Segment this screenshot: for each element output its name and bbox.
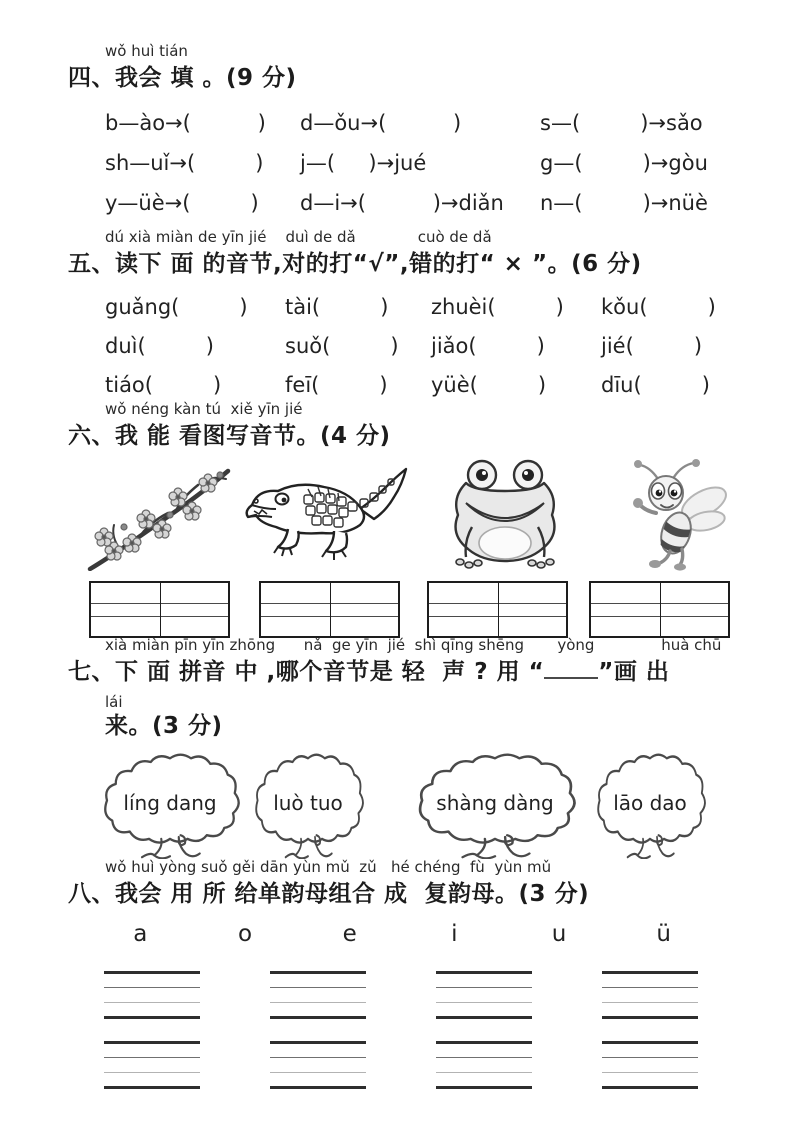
judge-item: guǎng( ) [105, 294, 248, 319]
fill-blank-item: s—( )→sǎo [540, 111, 703, 135]
section-seven-title [68, 657, 768, 687]
answer-grid-row [89, 581, 768, 638]
judge-item: zhuèi( ) [431, 294, 564, 319]
fill-blank-item: y—üè→( ) [105, 191, 259, 215]
four-line-stave [104, 971, 200, 1019]
tree-shape [252, 751, 364, 859]
four-line-stave [270, 1041, 366, 1089]
section-seven-pinyin: xià miàn pīn yīn zhōng nǎ ge yīn jié shì qīng shēng yòng huà chū [105, 636, 722, 654]
judge-item: jié( ) [601, 333, 703, 358]
vowel-letter: e [342, 921, 357, 947]
pinyin-writing-grid [427, 581, 568, 638]
section-eight-pinyin: wǒ huì yòng suǒ gěi dān yùn mǔ zǔ hé chéng fù yùn mǔ [105, 858, 552, 876]
section-seven [68, 636, 768, 859]
title-text: 七、下 面 拼音 中 ,哪个音节是 轻 声 ? 用 “ [68, 659, 545, 685]
four-line-stave [104, 1041, 200, 1089]
exercise-row [105, 103, 768, 143]
vowel-letter: i [451, 921, 458, 947]
plum-blossom-image [84, 457, 236, 575]
section-five-exercises [105, 287, 768, 404]
section-six [68, 400, 768, 638]
section-five [68, 228, 768, 404]
tree-shape [414, 751, 576, 859]
judge-item: feī( ) [285, 372, 388, 397]
fill-blank-item: d—ǒu→( ) [300, 111, 462, 135]
exercise-row [105, 326, 768, 365]
section-four-exercises [105, 103, 768, 223]
tree-word: shàng dàng [436, 791, 554, 815]
vowel-row [88, 921, 716, 947]
pinyin-writing-grid [589, 581, 730, 638]
picture-row [84, 459, 768, 575]
tree-shape [100, 751, 240, 859]
fill-blank-item: sh—uǐ→( ) [105, 151, 264, 175]
section-six-pinyin: wǒ néng kàn tú xiě yīn jié [105, 400, 303, 418]
four-line-stave [602, 971, 698, 1019]
vowel-letter: a [133, 921, 148, 947]
judge-item: tiáo( ) [105, 372, 222, 397]
judge-item: dīu( ) [601, 372, 710, 397]
bee-image [614, 455, 734, 575]
judge-item: suǒ( ) [285, 333, 399, 358]
section-seven-pinyin-lai: lái [105, 693, 123, 711]
crocodile-image [242, 459, 414, 575]
tree-word: luò tuo [273, 791, 343, 815]
writing-lines-row [104, 1041, 768, 1089]
section-five-title: 五、读下 面 的音节,对的打“√”,错的打“ × ”。(6 分) [68, 251, 642, 277]
section-eight [68, 858, 768, 1089]
fill-blank-item: b—ào→( ) [105, 111, 266, 135]
exercise-row [105, 365, 768, 404]
pinyin-writing-grid [89, 581, 230, 638]
tree-word: líng dang [123, 791, 217, 815]
pinyin-writing-grid [259, 581, 400, 638]
vowel-letter: u [551, 921, 567, 947]
judge-item: kǒu( ) [601, 294, 716, 319]
vowel-letter: ü [656, 921, 671, 947]
vowel-letter: o [237, 921, 253, 947]
exercise-row [105, 183, 768, 223]
fill-blank-item: n—( )→nüè [540, 191, 708, 215]
fill-blank-item: j—( )→jué [300, 151, 427, 175]
section-six-title: 六、我 能 看图写音节。(4 分) [68, 423, 391, 449]
section-seven-title-cont: 来。(3 分) [105, 713, 223, 739]
exercise-row [105, 143, 768, 183]
tree-word-row [100, 749, 768, 859]
four-line-stave [436, 1041, 532, 1089]
exercise-row [105, 287, 768, 326]
tree-shape [594, 751, 706, 859]
judge-item: duì( ) [105, 333, 214, 358]
section-four-pinyin: wǒ huì tián [105, 42, 188, 60]
section-four-title: 四、我会 填 。(9 分) [68, 65, 297, 91]
judge-item: jiǎo( ) [431, 333, 545, 358]
four-line-stave [602, 1041, 698, 1089]
section-eight-title: 八、我会 用 所 给单韵母组合 成 复韵母。(3 分) [68, 881, 590, 907]
fill-blank-item: d—i→( )→diǎn [300, 191, 504, 215]
fill-blank-item: g—( )→gòu [540, 151, 708, 175]
judge-item: tài( ) [285, 294, 389, 319]
tree-word: lāo dao [613, 791, 687, 815]
judge-item: yüè( ) [431, 372, 547, 397]
frog-image [444, 457, 566, 575]
four-line-stave [270, 971, 366, 1019]
underline-blank [544, 659, 598, 679]
writing-lines-row [104, 971, 768, 1019]
title-text: ”画 出 [598, 659, 670, 685]
four-line-stave [436, 971, 532, 1019]
section-five-pinyin: dú xià miàn de yīn jié duì de dǎ cuò de dǎ [105, 228, 492, 246]
section-four [68, 42, 768, 223]
